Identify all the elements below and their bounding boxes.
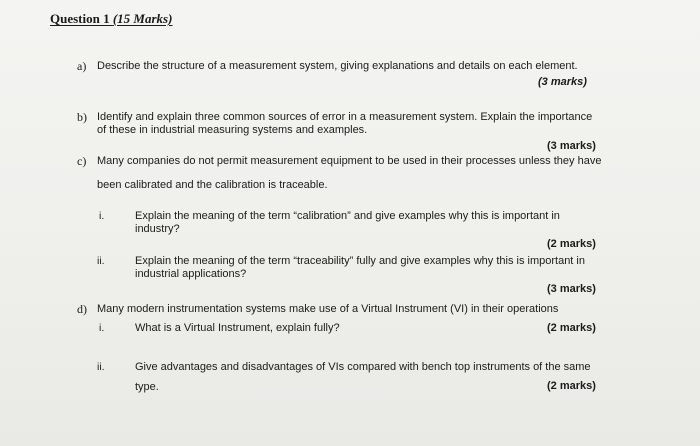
part-a-label: a) [77,59,87,73]
part-b-marks: (3 marks) [547,140,596,152]
part-c-sub-i-text-line2: industry? [135,223,180,235]
part-d-sub-i-label: i. [99,322,105,334]
part-c-label: c) [77,154,87,168]
part-c-text-line2: been calibrated and the calibration is traceable. [97,179,328,191]
part-c-sub-ii-text-line2: industrial applications? [135,268,247,280]
part-a-marks: (3 marks) [538,76,587,88]
part-c-sub-i-marks: (2 marks) [547,238,596,250]
part-d-sub-ii-marks: (2 marks) [547,380,596,392]
part-d-sub-i-text: What is a Virtual Instrument, explain fully? [135,322,340,334]
part-a-text: Describe the structure of a measurement system, giving explanations and details on each element. [97,60,578,72]
part-b-label: b) [77,110,87,124]
question-total-marks: (15 Marks) [112,11,173,26]
question-title-label: Question 1 [50,11,110,26]
part-b-text-line1: Identify and explain three common sources of error in a measurement system. Explain the importance [97,111,593,123]
part-c-text-line1: Many companies do not permit measurement equipment to be used in their processes unless they have [97,155,602,167]
part-d-sub-ii-text-line2: type. [135,381,159,393]
part-c-sub-i-label: i. [99,210,105,222]
question-title [50,12,172,25]
part-d-sub-ii-label: ii. [97,361,105,373]
part-c-sub-ii-text-line1: Explain the meaning of the term “traceability” fully and give examples why this is important in [135,255,585,267]
part-b-text-line2: of these in industrial measuring systems and examples. [97,124,368,136]
part-c-sub-ii-marks: (3 marks) [547,283,596,295]
part-c-sub-ii-label: ii. [97,255,105,267]
part-d-text: Many modern instrumentation systems make use of a Virtual Instrument (VI) in their operations [97,303,559,315]
part-d-sub-i-marks: (2 marks) [547,322,596,334]
part-d-sub-ii-text-line1: Give advantages and disadvantages of VIs compared with bench top instruments of the same [135,361,591,373]
part-c-sub-i-text-line1: Explain the meaning of the term “calibration” and give examples why this is important in [135,210,560,222]
part-d-label: d) [77,302,87,316]
